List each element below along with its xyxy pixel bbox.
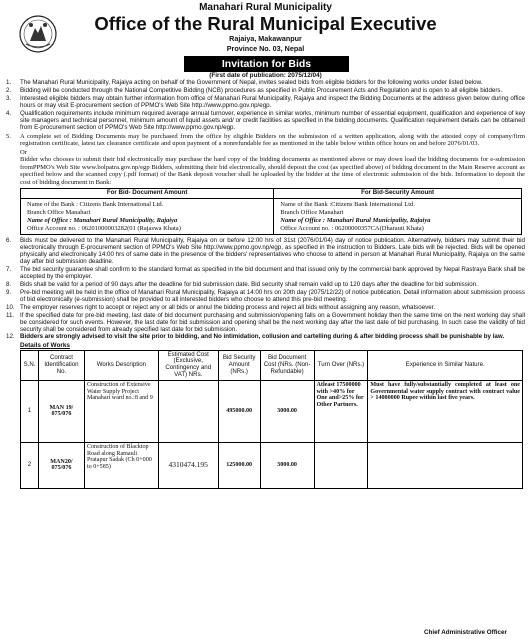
bid-security-amount-header: For Bid-Security Amount <box>274 189 522 199</box>
works-table <box>20 350 523 489</box>
clause-item <box>6 133 525 148</box>
clause-number: 8. <box>6 280 12 288</box>
account-line: Office Account no. : 06201000003282(01 (Rajaswa Khata) <box>27 224 181 232</box>
clause-number: 11. <box>6 311 15 319</box>
clause-item <box>6 238 525 266</box>
row-description: Construction of Extensive Water Supply Project Manahari ward no.:8 and 9 <box>84 380 158 442</box>
clause-text: The employer reserves right to accept or reject any or all bids or annul the bidding process and reject all bids without assigning any reason, whatsoever. <box>20 303 436 311</box>
works-title: Details of Works <box>20 342 70 350</box>
clause-item <box>6 305 525 312</box>
clause-number: 1. <box>6 79 12 86</box>
clauses-1-5 <box>6 80 525 148</box>
row-sn: 1 <box>21 380 39 442</box>
clause-text: The Manahari Rural Municipality, Rajaiya acting on behalf of the Government of Nepal, invites sealed bids from eligible bidders for the following works under listed below. <box>20 79 483 86</box>
clause-number: 2. <box>6 86 12 94</box>
branch-line: Branch Office Manahari <box>27 208 91 216</box>
clause-text: A complete set of Bidding Documents may be purchased from the office by eligible Bidders on the submission of a written application, along with the attested copy of company/firm registration certificate, latest tax clearance certificate and upon payment of a nonrefundable fee as mentioned in the table below within office hours on and before 2076/01/03. <box>20 132 525 148</box>
clause-item <box>6 267 525 281</box>
clause-number: 9. <box>6 288 12 296</box>
row-description: Construction of Blacktop Road along Ramauli Pratapur Sadak (Ch 0+000 to 0+585) <box>84 442 158 488</box>
clause-item <box>6 334 525 341</box>
header-contract-id: Contract Identification No. <box>38 350 84 380</box>
clause-number: 12. <box>6 333 15 341</box>
clause-text: Bidding will be conducted through the National Competitive Bidding (NCB) procedures as specified in Public Procurement Acts and Regulation and is open to all eligible bidders. <box>20 86 503 94</box>
header-experience: Experience in Similar Nature. <box>368 350 523 380</box>
clause-text: Pre-bid meeting will be held in the office of Manahari Rural Municipality, Rajaiya at 14:00 hrs on 20th day (2075/12/22) of notice publication. Detail information about submission process of bid electronically (e-submission) shall be provided to all interested bidders who choose to attend this pre-bid meeting. <box>20 288 525 303</box>
account-line: Office Account no. : 06200000357CA(Dharauti Khata) <box>280 224 424 232</box>
office-name-line: Name of Office : Manahari Rural Municipality, Rajaiya <box>280 216 431 224</box>
or-label: Or <box>20 148 27 156</box>
row-bid-security: 495000.00 <box>218 380 260 442</box>
branch-line: Branch Office Manahari <box>280 208 344 216</box>
office-address: Rajaiya, Makawanpur <box>229 34 302 43</box>
office-name-line: Name of Office : Manahari Rural Municipality, Rajaiya <box>27 216 178 224</box>
bid-document-amount-header: For Bid- Document Amount <box>21 189 274 199</box>
clause-number: 5. <box>6 132 11 140</box>
bid-security-bank-details <box>274 199 522 235</box>
row-experience: Must have fully/substantially completed at least one Governmental water supply contract with contract value > 14000000 Rupee within last five years. <box>368 380 523 442</box>
header-bid-security: Bid Security Amount (NRs.) <box>218 350 260 380</box>
header-description: Works Description <box>84 350 158 380</box>
row-estimated-cost: 4310474.195 <box>158 442 218 488</box>
row-turnover <box>314 442 368 488</box>
bank-info-table <box>20 188 522 235</box>
clause-number: 10. <box>6 303 15 311</box>
header-estimated-cost: Estimated Cost (Exclusive, Contingency and VAT) NRs. <box>158 350 218 380</box>
clause-text: Bids must be delivered to the Manahari Rural Municipality, Rajaiya on or before 12:00 hrs of 31st (2076/01/04) day of notice publication. Alternatively, bidders may submit their bid electronically through E-procurement section of PPMO's Web Site http://www.ppmo.gov.np/egp, as specified in the instruction to Bidders. Late bids will be rejected. Bids will be opened physically and electronically 14:00 hrs of same date in the presence of the bidders' representatives who choose to attend in person at Manahari Rural Municipality, Rajaiya on the same day after bid submission deadline. <box>20 237 525 266</box>
e-submission-paragraph: Bidder who chooses to submit their bid electronically may purchase the hard copy of the bidding documents as mentioned above or may down load the bidding documents for e-submission fromPPMO's Web Site www.bolpatra.gov.np/egp Bidders, submitting their bid electronically, should deposit the cost (as specified above) of bidding document in the Main Reserve account as specified below and the scanned copy (.pdf format) of the Bank deposit voucher shall be uploaded by the bidder at the time of electronic submission of the bids. Information to deposit the cost of bidding document in Bank: <box>20 156 525 186</box>
clause-text: Bids shall be valid for a period of 90 days after the deadline for bid submission date. Bid security shall remain valid up to 120 days after the deadline for bid submission. <box>20 280 478 288</box>
header-doc-cost: Bid Document Cost (NRs. (Non-Refundable) <box>260 350 314 380</box>
province-line: Province No. 03, Nepal <box>226 44 305 53</box>
row-contract-id: MAN20/ 075/076 <box>38 442 84 488</box>
clause-text: Bidders are strongly advised to visit the site prior to bidding, and No intimidation, collusion and cartelling during & after bidding process shall be punishable by law. <box>20 333 505 341</box>
office-title: Office of the Rural Municipal Executive <box>94 13 437 34</box>
bank-name-line: Name of the Bank : Citizens Bank International Ltd. <box>27 201 164 209</box>
header-turnover: Turn Over (NRs.) <box>314 350 368 380</box>
row-experience <box>368 442 523 488</box>
clause-item <box>6 282 525 289</box>
municipality-name: Manahari Rural Municipality <box>199 2 332 13</box>
clauses-6-12 <box>6 238 525 341</box>
row-sn: 2 <box>21 442 39 488</box>
row-bid-security: 125000.00 <box>218 442 260 488</box>
clause-text: Interested eligible bidders may obtain further information from office of Manahari Rural Municipality, Rajaiya and inspect the Bidding Documents at the address given below during office hours or may visit E-procurement section of PPMO's Web Site http://www.ppmo.gov.np/egp. <box>20 94 525 109</box>
clause-text: If the specified date for pre-bid meeting, last date of bid document purchasing and submission/opening falls on a Government holiday then the same time on the next working day shall be considered for such events. However, the last date for bid submission and opening shall be the next working day after the last date of bid purchasing. In such case the validity of bid security shall be considered from already specified last date for bid submission. <box>20 311 525 333</box>
row-contract-id: MAN 19/ 075/076 <box>38 380 84 442</box>
works-header-row <box>21 350 523 380</box>
clause-number: 4. <box>6 109 12 117</box>
signatory: Chief Administrative Officer <box>423 629 507 636</box>
clause-text: The bid security guarantee shall confirm to the standard format as specified in the bid document and that issued only by the commercial bank approved by Nepal Rastraya Bank shall be accepted by the employer. <box>20 266 525 280</box>
clause-item <box>6 88 525 95</box>
clause-text: Qualification requirements include minimum required average annual turnover, experience in similar works, minimum number of essential equipment, qualification and experience of key site managers and technical personnel, minimum amount of liquid assets and/ or credit facilities as specified in the bidding documents. Qualification requirement details can be obtained from E-procurement section of PPMO's Web Site http://www.ppmo.gov.np/egp. <box>20 109 525 131</box>
clause-item <box>6 80 525 87</box>
clause-item <box>6 313 525 334</box>
row-doc-cost: 3000.00 <box>260 380 314 442</box>
table-row <box>21 442 523 488</box>
clause-item <box>6 290 525 304</box>
clause-number: 6. <box>6 237 12 245</box>
row-estimated-cost <box>158 380 218 442</box>
clause-number: 7. <box>6 266 12 274</box>
bank-name-line: Name of the Bank :Citizens Bank International Ltd. <box>280 201 415 209</box>
row-turnover: Atleast 17500000 with >40% for One and>25% for Other Partners. <box>314 380 368 442</box>
invitation-banner: Invitation for Bids <box>184 56 349 72</box>
table-row <box>21 380 523 442</box>
clause-item <box>6 96 525 110</box>
bid-document-bank-details <box>21 199 274 235</box>
header-sn: S.N. <box>21 350 39 380</box>
clause-item <box>6 111 525 132</box>
notice-body <box>6 80 525 489</box>
publication-date: (First date of publication: 2075/12/04) <box>209 72 322 79</box>
clause-number: 3. <box>6 94 12 102</box>
row-doc-cost: 3000.00 <box>260 442 314 488</box>
